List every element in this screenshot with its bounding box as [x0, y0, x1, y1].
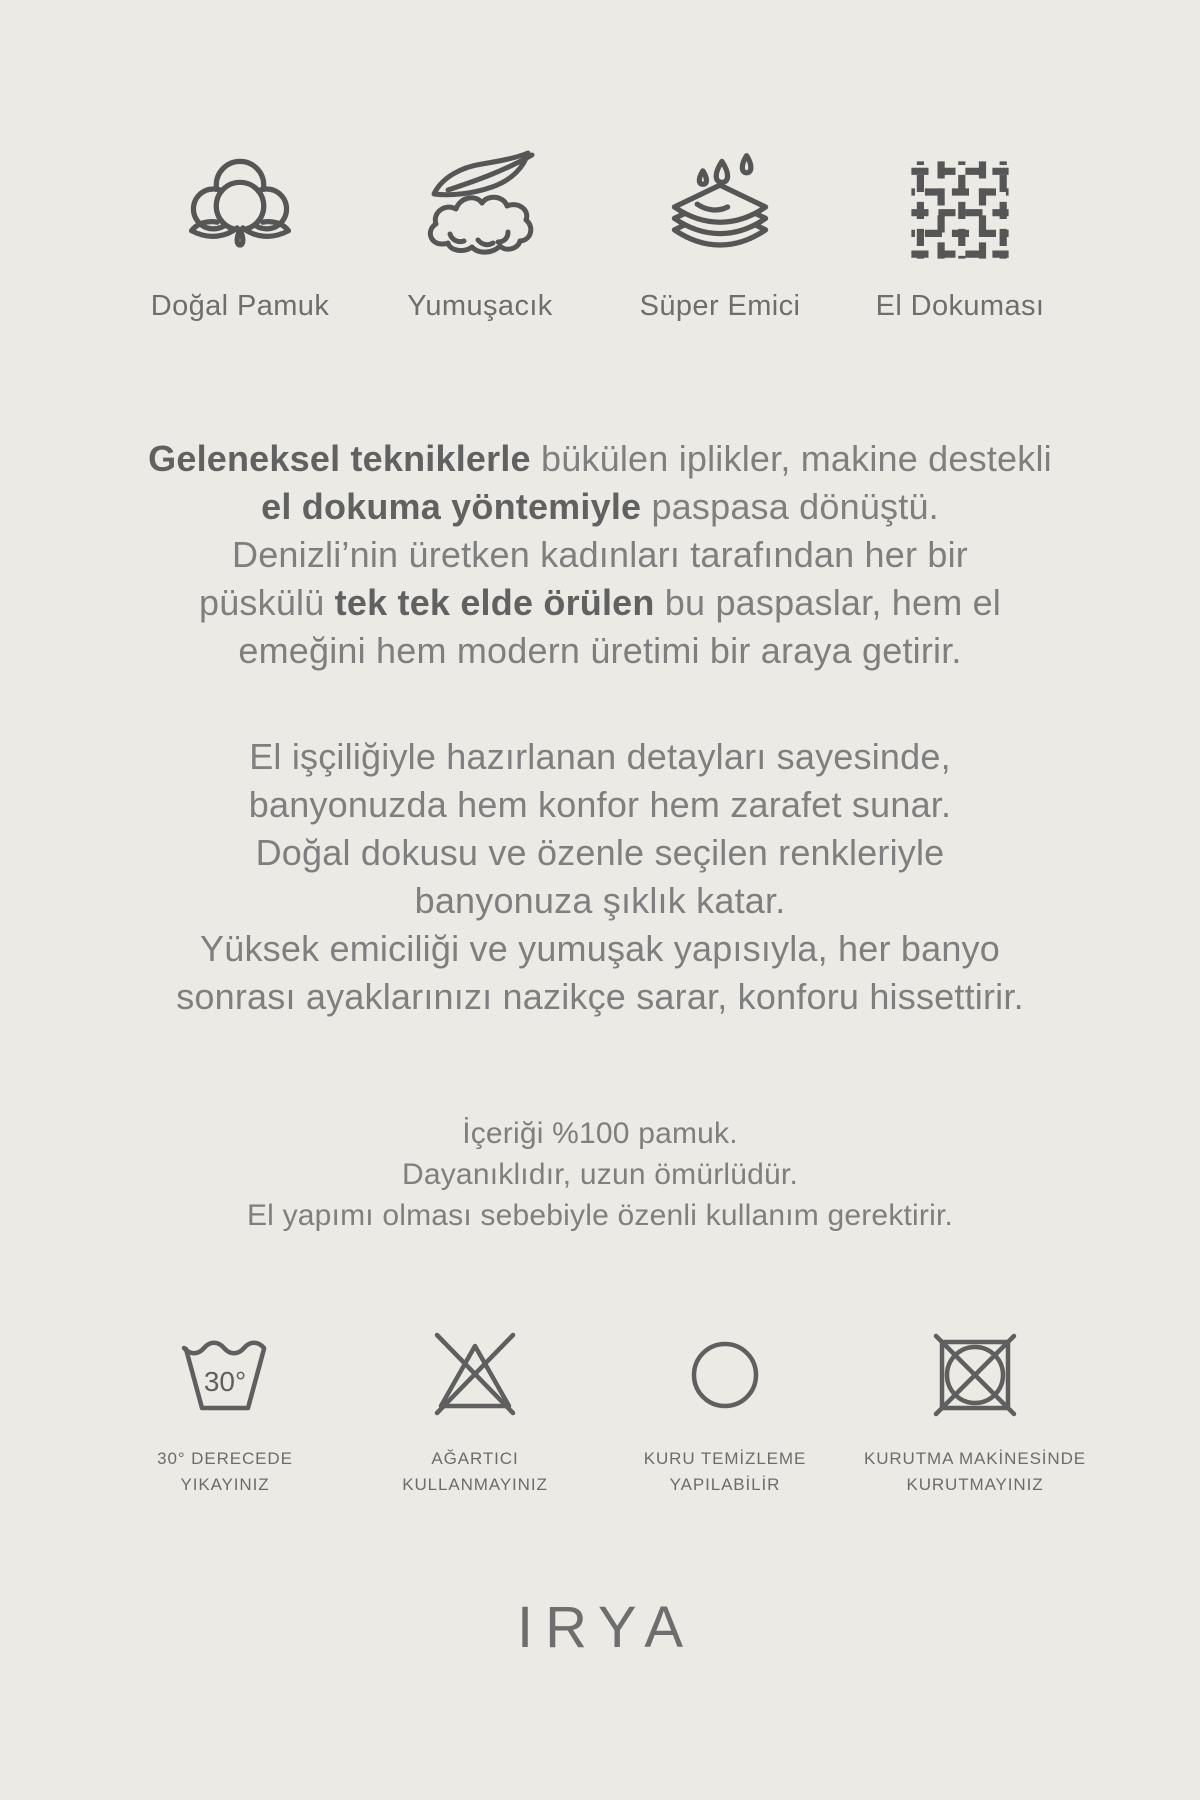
body-line: banyonuzda hem konfor hem zarafet sunar.	[248, 784, 952, 825]
body-line: Yüksek emiciliği ve yumuşak yapısıyla, her banyo	[200, 928, 1000, 969]
intro-line: emeğini hem modern üretimi bir araya getirir.	[238, 630, 962, 671]
brand-logo: IRYA	[516, 1595, 696, 1660]
feature-handwoven	[840, 146, 1080, 323]
wash-30-icon	[175, 1320, 275, 1424]
care-label: KURU TEMİZLEME YAPILABİLİR	[643, 1449, 807, 1494]
feature-absorbent	[600, 146, 840, 323]
details-paragraph	[0, 1113, 1200, 1236]
feature-label: Doğal Pamuk	[150, 290, 330, 322]
care-label: AĞARTICI KULLANMAYINIZ	[402, 1449, 548, 1494]
dry-clean-icon	[675, 1320, 775, 1424]
feature-label: Yumuşacık	[407, 290, 553, 322]
details-line: El yapımı olması sebebiyle özenli kullanım gerektirir.	[246, 1199, 954, 1232]
care-dry-clean	[600, 1320, 850, 1498]
care-label: KURUTMA MAKİNESİNDE KURUTMAYINIZ	[863, 1449, 1087, 1494]
feature-label: Süper Emici	[639, 290, 801, 322]
intro-paragraph	[0, 435, 1200, 675]
care-no-tumble-dry	[850, 1320, 1100, 1498]
body-line: El işçiliğiyle hazırlanan detayları sayesinde,	[249, 736, 951, 777]
feature-natural-cotton	[120, 146, 360, 323]
weave-icon	[906, 146, 1014, 264]
care-label: 30° DERECEDE YIKAYINIZ	[157, 1449, 293, 1494]
body-paragraph	[0, 733, 1200, 1021]
no-tumble-dry-icon	[925, 1320, 1025, 1424]
intro-line: püskülü tek tek elde örülen bu paspaslar, hem el	[198, 582, 1002, 623]
body-line: sonrası ayaklarınızı nazikçe sarar, konforu hissettirir.	[176, 976, 1024, 1017]
feature-soft	[360, 146, 600, 323]
feather-cloud-icon	[419, 146, 541, 264]
wash-temp-value: 30°	[203, 1366, 247, 1397]
details-line: İçeriği %100 pamuk.	[462, 1117, 738, 1150]
absorbent-layers-icon	[663, 146, 777, 264]
cotton-icon	[183, 146, 297, 264]
body-line: banyonuza şıklık katar.	[414, 880, 786, 921]
body-line: Doğal dokusu ve özenle seçilen renkleriyle	[255, 832, 945, 873]
feature-label: El Dokuması	[875, 290, 1045, 322]
care-no-bleach	[350, 1320, 600, 1498]
intro-line: Geleneksel tekniklerle bükülen iplikler, makine destekli	[148, 438, 1052, 479]
details-line: Dayanıklıdır, uzun ömürlüdür.	[401, 1158, 798, 1191]
intro-line: Denizli’nin üretken kadınları tarafından her bir	[232, 534, 968, 575]
care-row	[100, 1320, 1100, 1498]
intro-line: el dokuma yöntemiyle paspasa dönüştü.	[261, 486, 939, 527]
feature-row	[120, 0, 1080, 323]
care-wash-30	[100, 1320, 350, 1498]
no-bleach-icon	[425, 1320, 525, 1424]
